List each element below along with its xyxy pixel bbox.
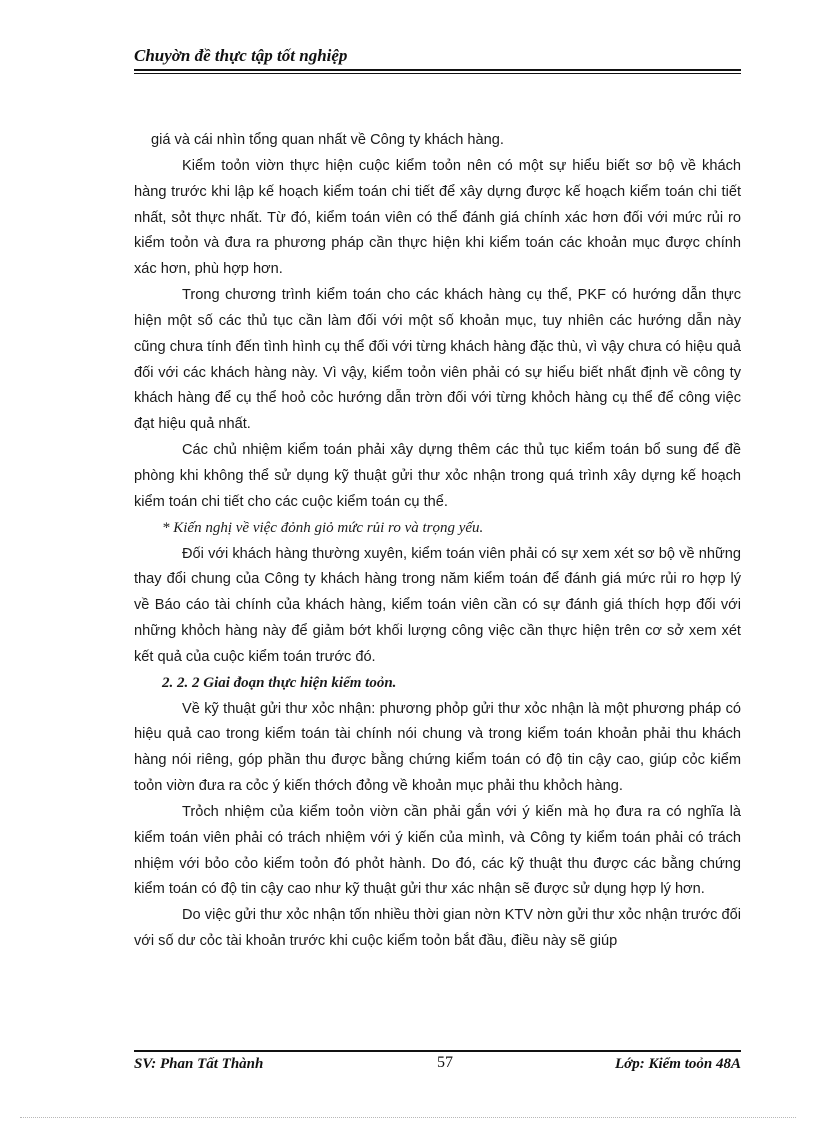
- note-heading: * Kiến nghị về việc đỏnh giỏ mức rủi ro và trọng yếu.: [162, 519, 484, 536]
- section-heading: 2. 2. 2 Giai đoạn thực hiện kiểm toỏn.: [162, 674, 397, 691]
- paragraph: Các chủ nhiệm kiểm toán phải xây dựng thêm các thủ tục kiểm toán bổ sung để đề phòng khi không thể sử dụng kỹ thuật gửi thư xỏc nhận trong quá trình xây dựng kế hoạch kiểm toán chi tiết cho các cuộc kiểm toán cụ thể.: [134, 442, 741, 510]
- page-number: 57: [437, 1054, 453, 1071]
- page-boundary-divider: [20, 1117, 796, 1118]
- paragraph: Trong chương trình kiểm toán cho các khách hàng cụ thể, PKF có hướng dẫn thực hiện một số các thủ tục cần làm đối với một số khoản mục, tuy nhiên các hướng dẫn này cũng chưa tính đến tình hình cụ thể đối với từng khách hàng đặc thù, vì vậy chưa có hiệu quả đối với các khách hàng này. Vì vậy, kiểm toỏn viên phải có sự hiểu biết nhất định về công ty khách hàng để cụ thể hoỏ cỏc hướng dẫn trờn đối với từng khỏch hàng cụ thể để công việc đạt hiệu quả nhất.: [134, 287, 741, 433]
- paragraph: giá và cái nhìn tổng quan nhất về Công ty khách hàng.: [151, 132, 504, 148]
- paragraph: Đối với khách hàng thường xuyên, kiểm toán viên phải có sự xem xét sơ bộ về những thay đổi chung của Công ty khách hàng trong năm kiểm toán để đánh giá mức rủi ro hợp lý về Báo cáo tài chính của khách hàng, kiểm toán viên cần có sự đánh giá thích hợp đối với những khỏch hàng này để giảm bớt khối lượng công việc cần thực hiện trên cơ sở xem xét kết quả của cuộc kiểm toán trước đó.: [134, 545, 741, 665]
- document-body: [134, 128, 741, 955]
- page-header-title: Chuyờn đề thực tập tốt nghiệp: [134, 46, 348, 65]
- paragraph: Do việc gửi thư xỏc nhận tốn nhiều thời gian nờn KTV nờn gửi thư xỏc nhận trước đối với số dư cỏc tài khoản trước khi cuộc kiểm toỏn bắt đầu, điều này sẽ giúp: [134, 907, 741, 950]
- header-rule: [134, 69, 741, 71]
- paragraph: Kiểm toỏn viờn thực hiện cuộc kiểm toỏn nên có một sự hiểu biết sơ bộ về khách hàng trước khi lập kế hoạch kiểm toán chi tiết để xây dựng được kế hoạch kiểm toán chi tiết nhất, sỏt thực nhất. Từ đó, kiểm toán viên có thể đánh giá chính xác hơn đối với mức rủi ro kiểm toỏn và đưa ra phương pháp cần thực hiện khi kiểm toán các khoản mục được chính xác hơn, phù hợp hơn.: [134, 157, 741, 278]
- header-rule-thin: [134, 73, 741, 74]
- footer-student-name: SV: Phan Tất Thành: [134, 1056, 264, 1072]
- footer-rule: [134, 1050, 741, 1052]
- paragraph: Trỏch nhiệm của kiểm toỏn viờn cần phải gắn với ý kiến mà họ đưa ra có nghĩa là kiểm toán viên phải có trách nhiệm với ý kiến của mình, và Công ty kiểm toán phải có trách nhiệm với bỏo cỏo kiểm toỏn đó phỏt hành. Do đó, các kỹ thuật thu được các bằng chứng kiểm toán có độ tin cậy cao như kỹ thuật gửi thư xác nhận sẽ được sử dụng hợp lý hơn.: [134, 803, 741, 898]
- paragraph: Về kỹ thuật gửi thư xỏc nhận: phương phỏp gửi thư xỏc nhận là một phương pháp có hiệu quả cao trong kiểm toán tài chính nói chung và trong kiểm toán khoản phải thu khách hàng nói riêng, góp phần thu được bằng chứng kiểm toán có độ tin cậy cao, giúp cỏc kiểm toỏn viờn đưa ra cỏc ý kiến thớch đỏng về khoản mục phải thu khỏch hàng.: [134, 700, 741, 795]
- footer-class: Lớp: Kiểm toỏn 48A: [615, 1056, 741, 1072]
